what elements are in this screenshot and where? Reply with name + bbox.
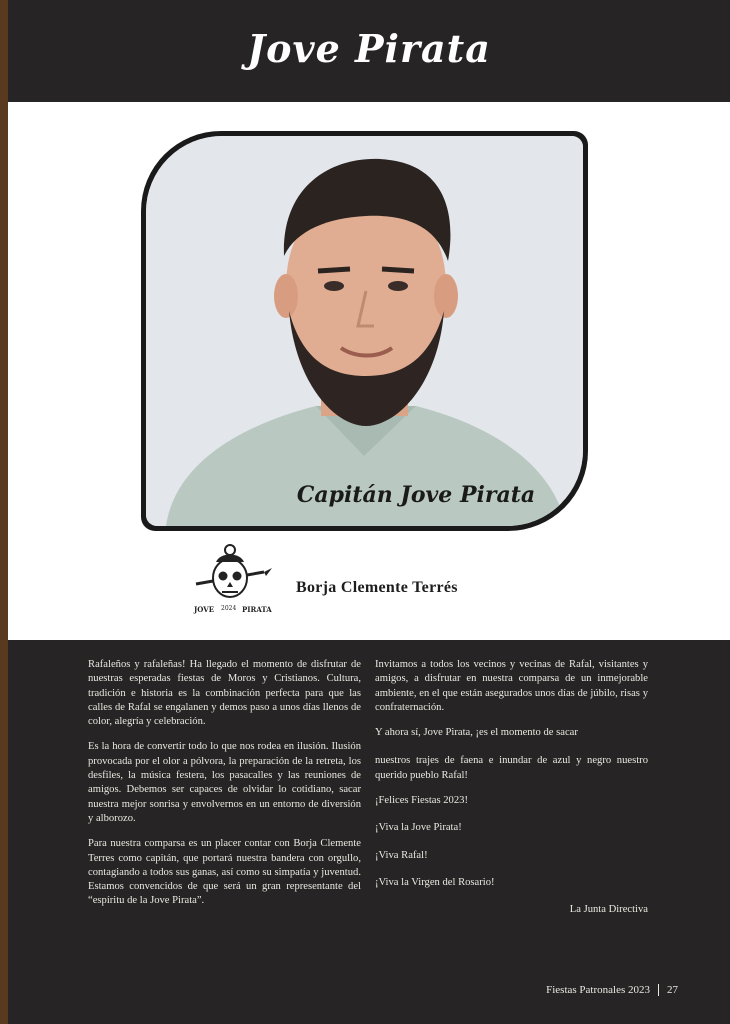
paragraph: Es la hora de convertir todo lo que nos rodea en ilusión. Ilusión provocada por el olor a pólvora, la preparación de la retreta, los desfiles, la música festera, los pasacalles y las reuniones de amigos. Debemos ser capaces de olvidar lo cotidiano, sacar nuestra mejor sonrisa y envolvernos en un entorno de diversión y alborozo. [88,741,361,824]
right-column [375,658,648,929]
emblem-text-left: JOVE [194,605,215,614]
cheer-line: ¡Felices Fiestas 2023! [375,795,468,807]
portrait-photo [146,136,583,526]
paragraph: Invitamos a todos los vecinos y vecinas de Rafal, visitantes y amigos, a disfrutar en nuestra comparsa de un inmejorable ambiente, en el que están asegurados unos días de júbilo, risas y confraternación. [375,659,648,713]
portrait-caption: Capitán Jove Pirata [296,482,536,508]
person-name: Borja Clemente Terrés [296,579,458,596]
paragraph: nuestros trajes de faena e inundar de azul y negro nuestro querido pueblo Rafal! [375,755,648,781]
paragraph: Para nuestra comparsa es un placer contar con Borja Clemente Terres como capitán, que portará nuestra bandera con orgullo, contagiando a todos sus ganas, así como su simpatía y juventud. Estamos convencidos de que será un gran representante del “espíritu de la Jove Pirata”. [88,838,361,907]
paragraph: Y ahora sí, Jove Pirata, ¡es el momento de sacar [375,727,578,739]
paragraph: Rafaleños y rafaleñas! Ha llegado el momento de disfrutar de nuestras esperadas fiestas de Moros y Cristianos. Cultura, tradición e historia es la combinación perfecta para que las calles de Rafal se engalanen y demos paso a unos días llenos de color, alegría y celebración. [88,659,361,728]
cheer-line: ¡Viva la Jove Pirata! [375,822,462,834]
cheer-line: ¡Viva Rafal! [375,849,428,861]
page-footer [546,984,678,996]
portrait-frame [141,131,588,531]
signature: La Junta Directiva [569,904,648,916]
emblem-text-right: PIRATA [242,605,272,614]
emblem-year: 2024 [221,605,237,612]
header-bar [8,0,730,102]
page-edge-strip [0,0,8,1024]
page-number: 27 [667,984,678,996]
publication-name: Fiestas Patronales 2023 [546,984,650,996]
left-column [88,658,361,920]
skull-emblem [186,544,274,618]
portrait-illustration [146,136,583,526]
page-title: Jove Pirata [247,26,491,71]
footer-divider [658,984,659,996]
cheer-line: ¡Viva la Virgen del Rosario! [375,876,495,888]
article-body [8,640,730,1024]
